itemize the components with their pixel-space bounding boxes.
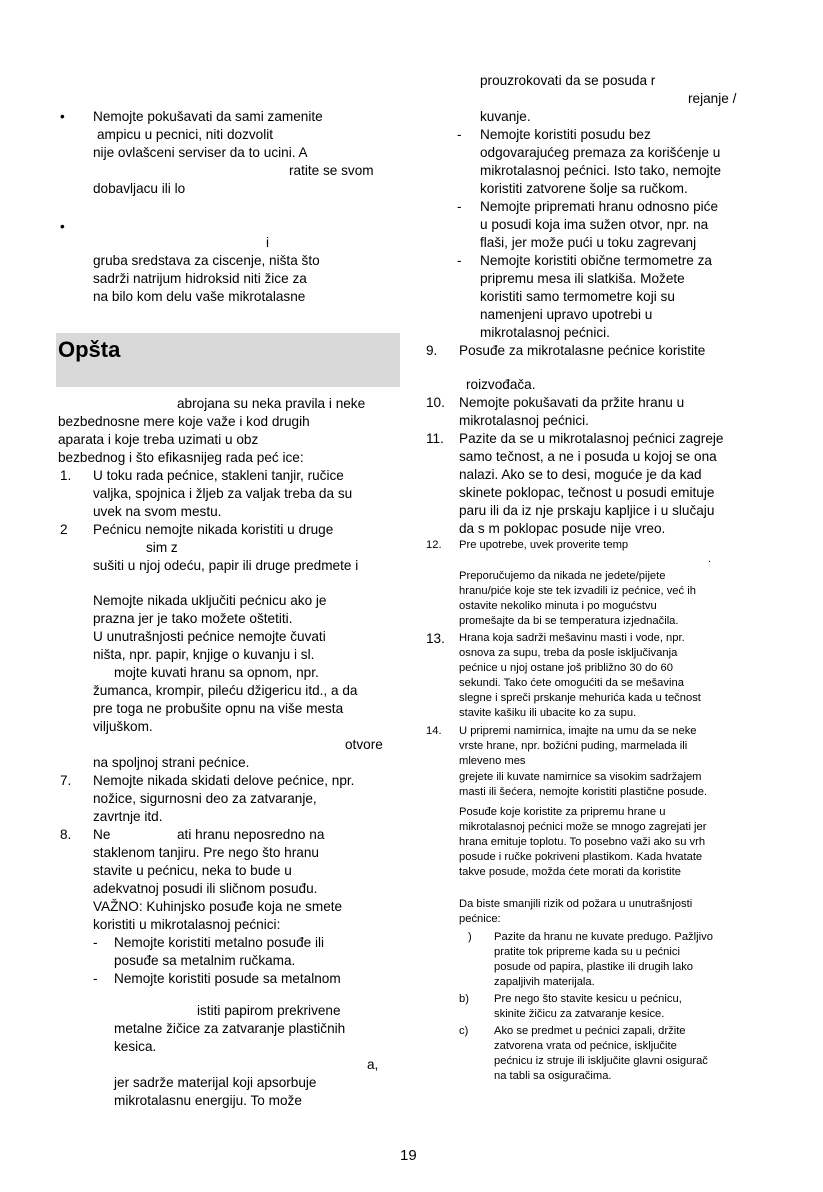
text-line: pećnicu iz struje ili isključite glavni osigurač (494, 1055, 708, 1067)
text-line: sadrži natrijum hidroksid niti žice za (93, 271, 307, 286)
text-line: Posuđe za mikrotalasne pećnice koristite (459, 343, 706, 358)
text-line: odgovarajućeg premaza za korišćenje u (480, 145, 721, 160)
text-line: zapaljivih materijala. (494, 976, 595, 988)
text-line: metalne žičice za zatvaranje plastičnih (114, 1021, 346, 1036)
text-line: namenjeni upravo upotrebi u (480, 307, 653, 322)
text-line: U toku rada pećnice, stakleni tanjir, ručice (93, 468, 344, 483)
text-line: 13. (426, 631, 445, 646)
text-line: sušiti u njoj odeću, papir ili druge predmete i (93, 558, 359, 573)
text-line: VAŽNO: Kuhinjsko posuđe koja ne smete (93, 899, 343, 914)
text-line: rejanje / (688, 91, 737, 106)
text-line: u posudi koja ima sužen otvor, npr. na (480, 217, 709, 232)
text-line: a, (367, 1057, 379, 1072)
text-line: pratite tok pripreme kada su u pećnici (494, 946, 680, 958)
text-line: uvek na svom mestu. (93, 504, 222, 519)
text-line: ratite se svom (289, 163, 374, 178)
text-line: hranu/piće koje ste tek izvadili iz pećnice, već ih (459, 585, 696, 597)
text-line: U unutrašnjosti pećnice nemojte čuvati (93, 629, 326, 644)
text-line: - (457, 253, 462, 268)
text-line: istiti papirom prekrivene (197, 1003, 341, 1018)
text-line: slegne i spreči prskanje mehurića kada u tečnost (459, 692, 701, 704)
text-line: gruba sredstava za ciscenje, ništa što (93, 253, 320, 268)
text-line: mikrotalasnoj pećnici. (459, 413, 589, 428)
page-number: 19 (400, 1147, 417, 1164)
text-line: pre toga ne probušite opnu na više mesta (93, 701, 344, 716)
text-line: prazna jer je tako možete oštetiti. (93, 611, 293, 626)
text-line: kuvanje. (480, 109, 531, 124)
section-heading: Opšta (58, 337, 121, 362)
text-line: koristiti u mikrotalasnoj pećnici: (93, 917, 281, 932)
text-line: 9. (426, 343, 438, 358)
text-line: Ne (93, 827, 111, 842)
text-line: koristiti zatvorene šolje sa ručkom. (480, 181, 688, 196)
text-line: bezbednog i što efikasnijeg rada peć ice: (58, 450, 304, 465)
text-line: roizvođača. (466, 377, 536, 392)
text-line: takve posude, možda ćete morati da koristite (459, 866, 681, 878)
text-line: nalazi. Ako se to desi, moguće je da kad (459, 467, 702, 482)
text-line: b) (459, 993, 469, 1005)
text-line: - (93, 935, 98, 950)
text-line: 14. (426, 725, 442, 737)
text-line: Nemojte koristiti metalno posuđe ili (114, 935, 325, 950)
text-line: ampicu u pecnici, niti dozvolit (97, 127, 274, 142)
text-line: Pre nego što stavite kesicu u pećnicu, (494, 993, 682, 1005)
text-line: skinete poklopac, tečnost u posudi emituje (459, 485, 715, 500)
text-line: Preporučujemo da nikada ne jedete/pijete (459, 570, 666, 582)
text-line: Pazite da hranu ne kuvate predugo. Pažljivo (494, 931, 713, 943)
text-line: 1. (60, 468, 72, 483)
text-line: na spoljnoj strani pećnice. (93, 755, 250, 770)
text-line: 12. (426, 539, 442, 551)
text-line: flaši, jer može pući u toku zagrevanj (480, 235, 697, 250)
text-line: promešajte da bi se temperatura izjednačila. (459, 615, 679, 627)
text-line: sekundi. Tako ćete omogućiti da se mešavina (459, 677, 684, 689)
text-line: paru ili da iz nje prskaju kapljice i u slučaju (459, 503, 715, 518)
text-line: Nemojte koristiti posude sa metalnom (114, 971, 341, 986)
text-line: da s m poklopac posude nije vreo. (459, 521, 666, 536)
text-line: c) (459, 1025, 469, 1037)
text-line: 10. (426, 395, 445, 410)
text-line: žumanca, krompir, pileću džigericu itd., a da (93, 683, 358, 698)
text-line: dobavljacu ili lo (93, 181, 186, 196)
text-line: ati hranu neposredno na (177, 827, 325, 842)
text-line: prouzrokovati da se posuda r (480, 73, 656, 88)
text-line: mikrotalasnoj pećnici može se mnogo zagrejati jer (459, 821, 707, 833)
text-line: i (266, 235, 270, 250)
text-line: Posuđe koje koristite za pripremu hrane u (459, 806, 666, 818)
text-line: Nemojte pokušavati da sami zamenite (93, 109, 323, 124)
text-line: Nemojte nikada skidati delove pećnice, npr. (93, 773, 355, 788)
text-line: • (60, 109, 65, 124)
text-line: nije ovlašceni serviser da to ucini. A (93, 145, 308, 160)
text-line: pećnice u njoj ostane još približno 30 do 60 (459, 662, 673, 674)
text-line: . (708, 553, 712, 565)
text-line: Nemojte nikada uključiti pećnicu ako je (93, 593, 327, 608)
text-line: zatvorena vrata od pećnice, isključite (494, 1040, 677, 1052)
text-line: mikrotalasnu energiju. To može (114, 1093, 302, 1108)
text-line: posude od papira, plastike ili drugih lako (494, 961, 694, 973)
text-line: Nemojte pripremati hranu odnosno piće (480, 199, 719, 214)
text-line: zavrtnje itd. (93, 809, 163, 824)
text-line: - (457, 127, 462, 142)
text-line: viljuškom. (93, 719, 153, 734)
text-line: posude i ručke pokriveni plastikom. Kada hvatate (459, 851, 703, 863)
text-line: • (60, 219, 65, 234)
text-line: valjka, spojnica i žljeb za valjak treba da su (93, 486, 353, 501)
text-line: Ako se predmet u pećnici zapali, držite (494, 1025, 686, 1037)
text-line: skinite žičicu za zatvaranje kesice. (494, 1008, 665, 1020)
text-line: ) (468, 931, 472, 943)
text-line: bezbednosne mere koje važe i kod drugih (58, 414, 310, 429)
text-line: Pre upotrebe, uvek proverite temp (459, 539, 629, 551)
text-line: pećnice: (459, 913, 501, 925)
text-line: 11. (426, 431, 444, 446)
text-line: otvore (345, 737, 383, 752)
text-line: stavite kašiku ili ubacite ko za supu. (459, 707, 637, 719)
text-line: samo tečnost, a ne i posuda u kojoj se ona (459, 449, 717, 464)
text-line: - (93, 971, 98, 986)
text-line: aparata i koje treba uzimati u obz (58, 432, 259, 447)
text-line: vrste hrane, npr. božićni puding, marmelada ili (459, 740, 688, 752)
text-line: koristiti samo termometre koji su (480, 289, 675, 304)
text-line: Nemojte koristiti posudu bez (480, 127, 651, 142)
text-line: adekvatnoj posudi ili sličnom posuđu. (93, 881, 318, 896)
text-line: mojte kuvati hranu sa opnom, npr. (114, 665, 319, 680)
text-line: mleveno mes (459, 755, 526, 767)
text-line: Hrana koja sadrži mešavinu masti i vode, npr. (459, 632, 685, 644)
text-line: hrana emituje toplotu. To posebno važi ako su vrh (459, 836, 706, 848)
text-line: Nemojte koristiti obične termometre za (480, 253, 712, 268)
text-line: ostavite nekoliko minuta i po mogućstvu (459, 600, 657, 612)
text-line: na tabli sa osiguračima. (494, 1070, 612, 1082)
text-line: - (457, 199, 462, 214)
text-line: posuđe sa metalnim ručkama. (114, 953, 296, 968)
text-line: ništa, npr. papir, knjige o kuvanju i sl. (93, 647, 315, 662)
text-line: 8. (60, 827, 72, 842)
text-line: grejete ili kuvate namirnice sa visokim sadržajem (459, 771, 702, 783)
text-line: U pripremi namirnica, imajte na umu da se neke (459, 725, 697, 737)
text-line: mikrotalasnoj pećnici. (480, 325, 610, 340)
text-line: staklenom tanjiru. Pre nego što hranu (93, 845, 319, 860)
text-line: stavite u pećnicu, neka to bude u (93, 863, 292, 878)
text-line: pripremu mesa ili slatkiša. Možete (480, 271, 685, 286)
text-line: 2 (60, 522, 68, 537)
text-line: 7. (60, 773, 72, 788)
text-line: Pećnicu nemojte nikada koristiti u druge (93, 522, 334, 537)
text-line: Pazite da se u mikrotalasnoj pećnici zagreje (459, 431, 724, 446)
text-line: mikrotalasnoj pećnici. Isto tako, nemojte (480, 163, 722, 178)
text-line: na bilo kom delu vaše mikrotalasne (93, 289, 306, 304)
text-line: abrojana su neka pravila i neke (177, 396, 366, 411)
text-line: osnova za supu, treba da posle isključivanja (459, 647, 678, 659)
text-line: Da biste smanjili rizik od požara u unutrašnjosti (459, 898, 693, 910)
text-line: nožice, sigurnosni deo za zatvaranje, (93, 791, 317, 806)
text-line: sim z (146, 540, 178, 555)
text-line: jer sadrže materijal koji apsorbuje (114, 1075, 317, 1090)
text-line: Nemojte pokušavati da pržite hranu u (459, 395, 685, 410)
text-line: kesica. (114, 1039, 157, 1054)
text-line: masti ili šećera, nemojte koristiti plastične posude. (459, 786, 708, 798)
